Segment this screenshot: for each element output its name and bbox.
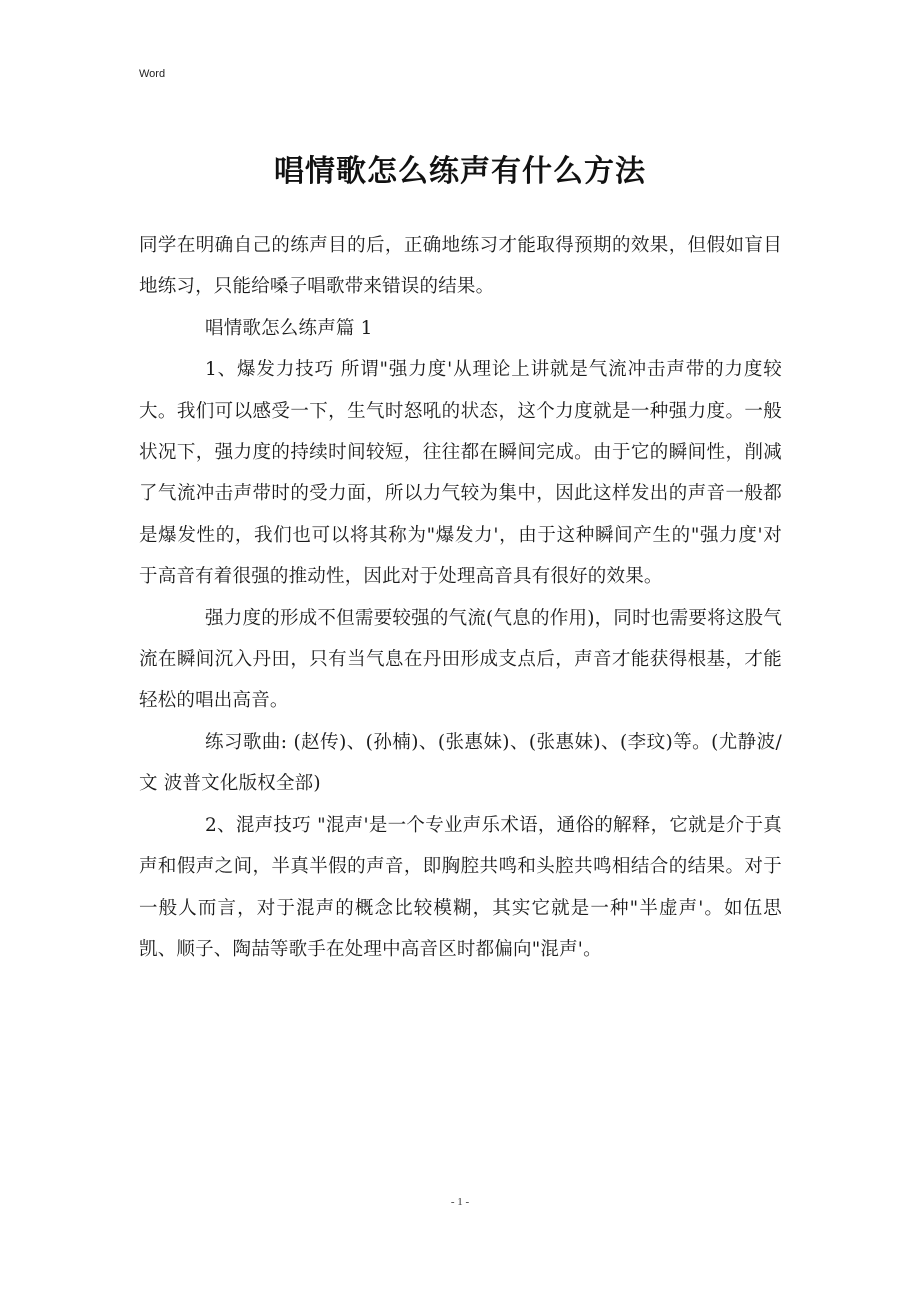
document-body	[139, 225, 782, 970]
document-title: 唱情歌怎么练声有什么方法	[274, 154, 646, 189]
paragraph-strength-formation: 强力度的形成不但需要较强的气流(气息的作用)，同时也需要将这股气流在瞬间沉入丹田，只有当气息在丹田形成支点后，声音才能获得根基，才能轻松的唱出高音。	[139, 607, 782, 712]
paragraph-mixed-voice: 2、混声技巧 "混声'是一个专业声乐术语，通俗的解释，它就是介于真声和假声之间，半真半假的声音，即胸腔共鸣和头腔共鸣相结合的结果。对于一般人而言，对于混声的概念比较模糊，其实它就是一种"半虚声'。如伍思凯、顺子、陶喆等歌手在处理中高音区时都偏向"混声'。	[139, 814, 782, 960]
paragraph-explosive-power: 1、爆发力技巧 所谓"强力度'从理论上讲就是气流冲击声带的力度较大。我们可以感受一下，生气时怒吼的状态，这个力度就是一种强力度。一般状况下，强力度的持续时间较短，往往都在瞬间完成。由于它的瞬间性，削减了气流冲击声带时的受力面，所以力气较为集中，因此这样发出的声音一般都是爆发性的，我们也可以将其称为"爆发力'，由于这种瞬间产生的"强力度'对于高音有着很强的推动性，因此对于处理高音具有很好的效果。	[139, 359, 782, 588]
header-label: Word	[139, 68, 166, 80]
paragraph-intro: 同学在明确自己的练声目的后，正确地练习才能取得预期的效果，但假如盲目地练习，只能给嗓子唱歌带来错误的结果。	[139, 235, 782, 298]
section-heading: 唱情歌怎么练声篇 1	[205, 317, 373, 339]
paragraph-practice-songs: 练习歌曲: (赵传)、(孙楠)、(张惠妹)、(张惠妹)、(李玟)等。(尤静波/文 波普文化版权全部)	[139, 731, 782, 795]
page-number: - 1 -	[450, 1196, 470, 1208]
